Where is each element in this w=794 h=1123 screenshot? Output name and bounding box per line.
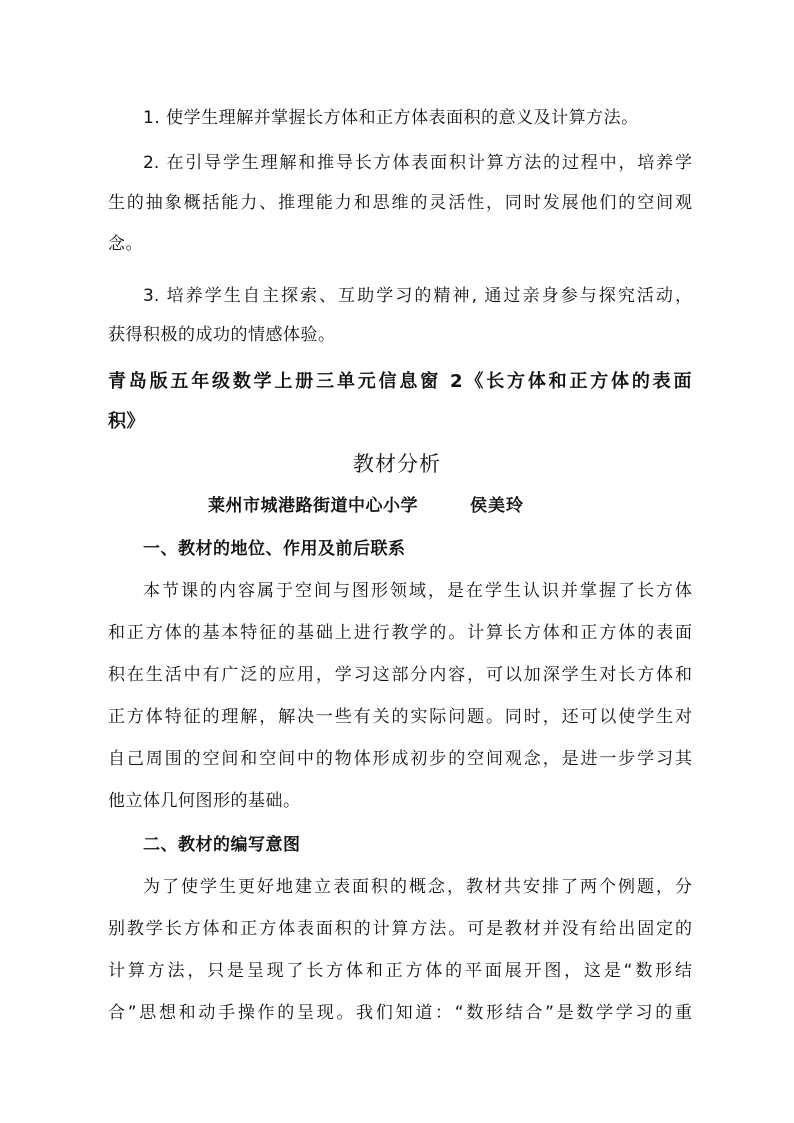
section-1-line-6: 他立体几何图形的基础。	[108, 791, 301, 811]
objective-2-line-1: 2. 在引导学生理解和推导长方体表面积计算方法的过程中，培养学	[143, 153, 692, 173]
section-2-line-2: 别教学长方体和正方体表面积的计算方法。可是教材并没有给出固定的	[108, 919, 692, 939]
section-1-line-1: 本节课的内容属于空间与图形领域，是在学生认识并掌握了长方体	[143, 581, 692, 601]
objective-2-line-3: 念。	[108, 234, 143, 254]
section-1-line-3: 积在生活中有广泛的应用，学习这部分内容，可以加深学生对长方体和	[108, 665, 692, 685]
author-name: 侯美玲	[470, 496, 524, 516]
objective-3-line-1: 3. 培养学生自主探索、互助学习的精神, 通过亲身参与探究活动，	[143, 286, 692, 306]
document-title: 教材分析	[353, 452, 441, 476]
school-name: 莱州市城港路街道中心小学	[208, 496, 418, 516]
section-1-heading: 一、教材的地位、作用及前后联系	[143, 539, 406, 559]
section-1-line-4: 正方体特征的理解，解决一些有关的实际问题。同时，还可以使学生对	[108, 707, 692, 727]
section-2-line-3: 计算方法，只是呈现了长方体和正方体的平面展开图，这是“数形结	[108, 961, 692, 981]
section-1-line-2: 和正方体的基本特征的基础上进行教学的。计算长方体和正方体的表面	[108, 623, 692, 643]
section-2-line-4: 合”思想和动手操作的呈现。我们知道：“数形结合”是数学学习的重	[108, 1003, 692, 1023]
lesson-title-line-2: 积》	[108, 411, 145, 432]
objective-3-line-2: 获得积极的成功的情感体验。	[108, 325, 336, 345]
section-2-heading: 二、教材的编写意图	[143, 835, 301, 855]
section-2-line-1: 为了使学生更好地建立表面积的概念，教材共安排了两个例题，分	[143, 877, 692, 897]
objective-1: 1. 使学生理解并掌握长方体和正方体表面积的意义及计算方法。	[143, 108, 639, 128]
objective-2-line-2: 生的抽象概括能力、推理能力和思维的灵活性，同时发展他们的空间观	[108, 193, 692, 213]
lesson-title-line-1: 青岛版五年级数学上册三单元信息窗 2《长方体和正方体的表面	[108, 371, 692, 392]
section-1-line-5: 自己周围的空间和空间中的物体形成初步的空间观念，是进一步学习其	[108, 749, 692, 769]
